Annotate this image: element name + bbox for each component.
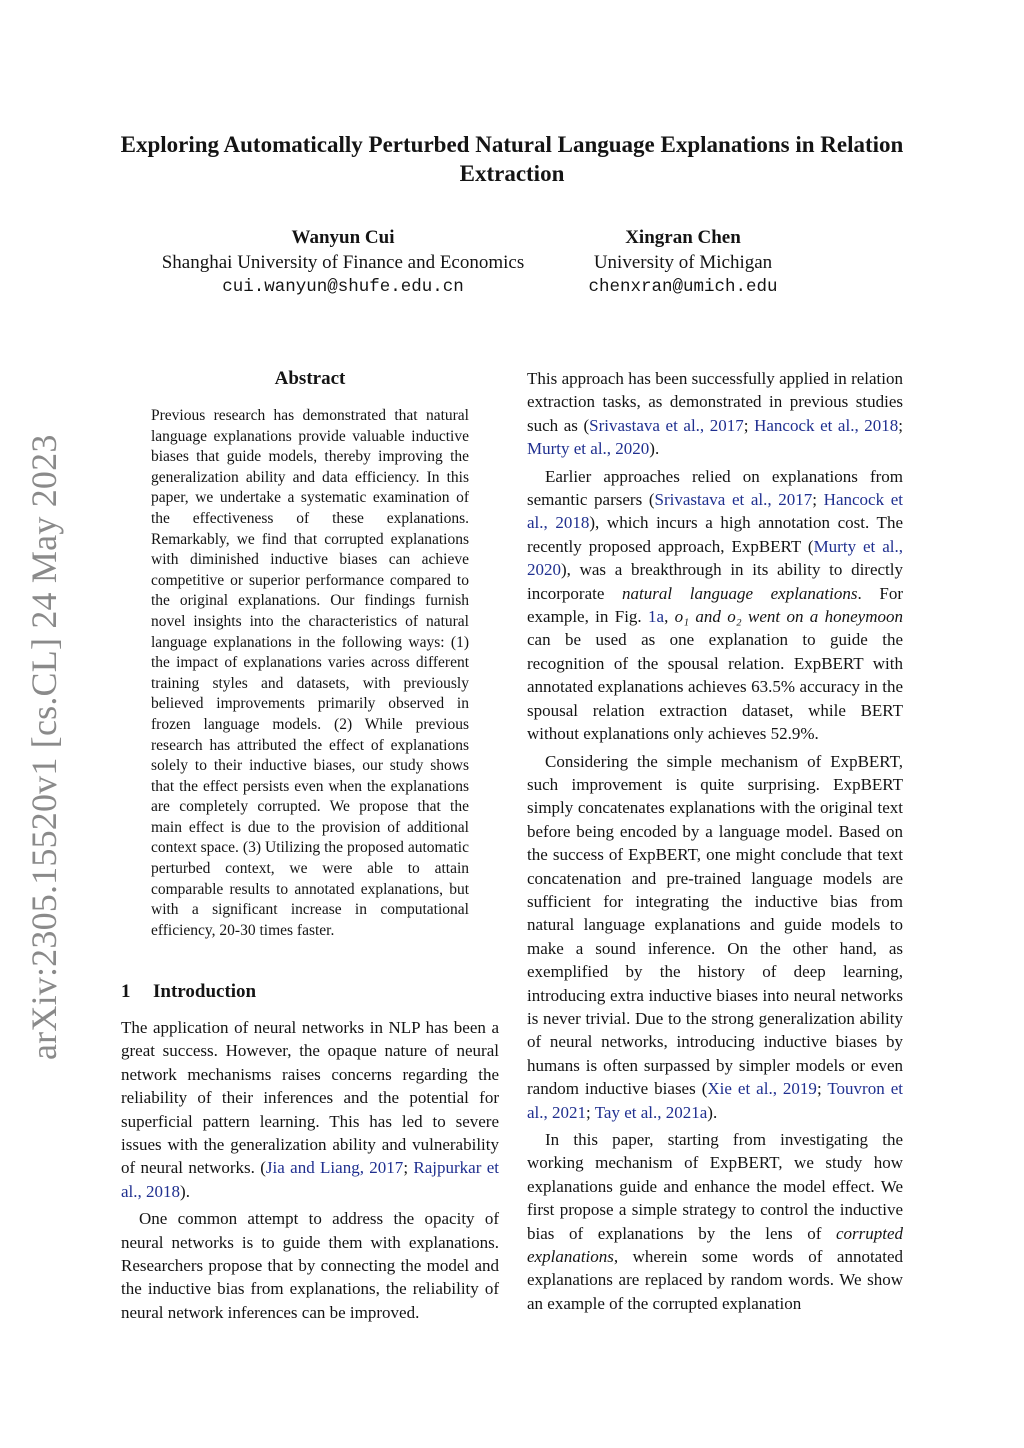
figure-reference-link[interactable]: 1a [648, 607, 665, 627]
emphasis-text: o₁ and o₂ went on a honeymoon [674, 607, 904, 627]
paragraph-text: ). [180, 1181, 190, 1201]
abstract-text: Previous research has demonstrated that natural language explanations provide valuable inductive biases that guide models, thereby improving the generalization ability and data efficiency. In this paper, we undertake a systematic examination of the effectiveness of these explanations. Remarkably, we find that corrupted explanations with diminished inductive biases can achieve competitive or superior performance compared to the original explanations. Our findings furnish novel insights into the characteristics of natural language explanations in the following ways: (1) the impact of explanations varies across different training styles and datasets, with previously believed improvements primarily observed in frozen language models. (2) While previous research has attributed the effect of explanations solely to their inductive biases, our study shows that the effect persists even when the explanations are completely corrupted. We propose that the main effect is due to the provision of additional context space. (3) Utilizing the proposed automatic perturbed context, we were able to attain comparable results to annotated explanations, but with a significant increase in computational efficiency, 20-30 times faster. [151, 407, 469, 939]
author-name: Wanyun Cui [291, 227, 395, 248]
paragraph-text: ). [649, 439, 660, 459]
paragraph [527, 750, 903, 1125]
abstract-heading: Abstract [274, 368, 346, 389]
paragraph-text: ), which incurs a high annotation cost. The recently proposed approach, ExpBERT ( [527, 513, 903, 556]
citation-link[interactable]: Hancock et al., 2018 [527, 490, 903, 533]
paragraph [527, 367, 903, 461]
paragraph-text: ). [707, 1102, 718, 1122]
paragraph-text: Earlier approaches relied on explanations from semantic parsers ( [527, 466, 903, 510]
paragraph [121, 1016, 499, 1203]
paragraph-text: . For example, in Fig. [527, 583, 903, 627]
paragraph-text: This approach has been successfully applied in relation extraction tasks, as demonstrated in previous studies such as ( [527, 369, 903, 435]
author-block-2 [560, 225, 806, 300]
citation-link[interactable]: Jia and Liang, 2017 [265, 1158, 404, 1178]
citation-separator: ; [898, 415, 904, 435]
paper-title: Exploring Automatically Perturbed Natural Language Explanations in Relation Extraction [120, 132, 904, 186]
right-column-body [527, 367, 903, 1315]
citation-separator: ; [403, 1158, 414, 1178]
citation-separator: ; [586, 1102, 595, 1122]
citation-link[interactable]: Murty et al., 2020 [527, 439, 650, 459]
author-email: cui.wanyun@shufe.edu.cn [222, 277, 464, 297]
section-title: Introduction [153, 981, 257, 1002]
citation-link[interactable]: Murty et al., 2020 [527, 536, 903, 580]
author-affiliation: Shanghai University of Finance and Economics [161, 252, 525, 273]
author-block-1 [120, 225, 566, 300]
citation-link[interactable]: Touvron et al., 2021 [527, 1079, 903, 1122]
section-heading-introduction [121, 980, 501, 1004]
paragraph-text: , wherein some words of annotated explanations are replaced by random words. We show an example of the corrupted explanation [527, 1247, 903, 1313]
citation-link[interactable]: Rajpurkar et al., 2018 [121, 1158, 499, 1201]
citation-link[interactable]: Hancock et al., 2018 [754, 415, 899, 435]
author-name: Xingran Chen [625, 227, 741, 248]
paragraph-text: , [664, 607, 675, 627]
left-column-body [121, 1016, 499, 1324]
paragraph: One common attempt to address the opacity of neural networks is to guide them with explanations. Researchers propose that by connecting the model and the inductive bias from explanations, the reliability of neural network inferences can be improved. [121, 1209, 499, 1322]
author-affiliation: University of Michigan [593, 252, 773, 273]
paragraph-text: can be used as one explanation to guide the recognition of the spousal relation. ExpBERT with annotated explanations achieves 63.5% accuracy in the spousal relation extraction dataset, while BERT without explanations only achieves 52.9%. [527, 630, 903, 744]
citation-separator: ; [743, 415, 755, 435]
emphasis-text: natural language explanations [622, 583, 858, 603]
paragraph-text: In this paper, starting from investigating the working mechanism of ExpBERT, we study how explanations guide and enhance the model effect. We first propose a simple strategy to control the inductive bias of explanations by the lens of [527, 1130, 903, 1243]
paragraph-text: The application of neural networks in NLP has been a great success. However, the opaque nature of neural network mechanisms raises concerns regarding the reliability of their inferences and the potential for superficial pattern learning. This has led to severe issues with the generalization ability and vulnerability of neural networks. ( [121, 1018, 499, 1178]
emphasis-text: corrupted explanations [527, 1223, 903, 1267]
author-email: chenxran@umich.edu [588, 277, 778, 297]
citation-link[interactable]: Tay et al., 2021a [594, 1102, 708, 1122]
citation-link[interactable]: Srivastava et al., 2017 [589, 415, 744, 435]
citation-separator: ; [816, 1079, 828, 1099]
paragraph [527, 1128, 903, 1315]
citation-link[interactable]: Xie et al., 2019 [707, 1079, 817, 1099]
paragraph-text: ), was a breakthrough in its ability to directly incorporate [527, 560, 903, 603]
paragraph-text: Considering the simple mechanism of ExpBERT, such improvement is quite surprising. ExpBERT simply concatenates explanations with the original text before being encoded by a language model. Based on the success of ExpBERT, one might conclude that text concatenation and pre-trained language models are sufficient for integrating the inductive bias from natural language explanations and guide models to make a sound inference. On the other hand, as exemplified by the history of deep learning, introducing extra inductive biases into neural networks is never trivial. Due to the strong generalization ability of neural networks, introducing inductive biases by humans is often surpassed by simpler models or even random inductive biases ( [527, 751, 903, 1099]
arxiv-stamp: arXiv:2305.15520v1 [cs.CL] 24 May 2023 [24, 434, 64, 1060]
paragraph [527, 465, 903, 746]
section-number: 1 [121, 981, 131, 1002]
citation-separator: ; [812, 490, 824, 510]
citation-link[interactable]: Srivastava et al., 2017 [654, 490, 813, 510]
